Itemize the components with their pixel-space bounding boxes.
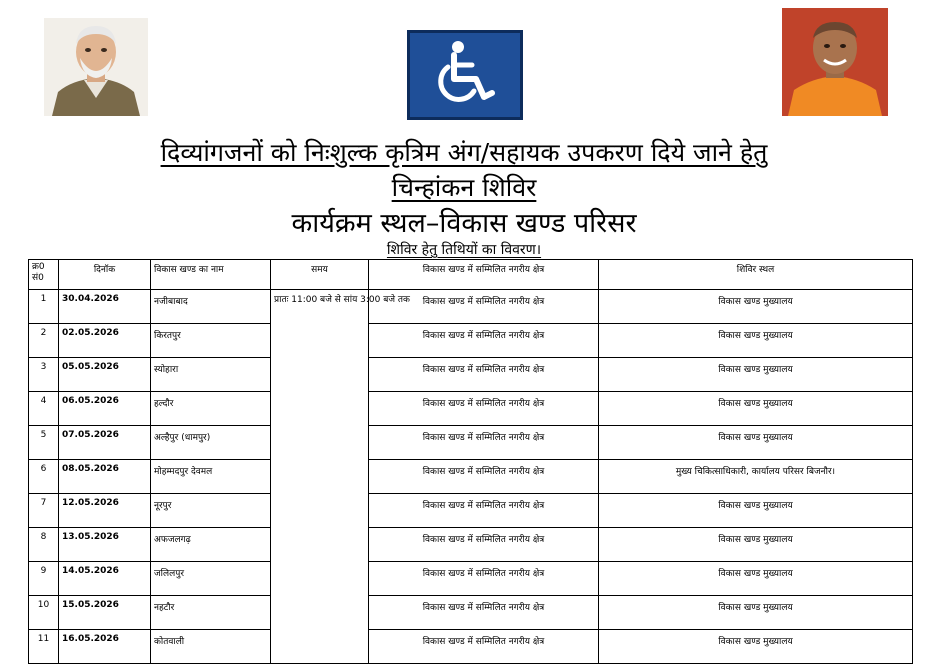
table-row [29, 324, 913, 358]
table-row [29, 528, 913, 562]
row-urban-area: विकास खण्ड में सम्मिलित नगरीय क्षेत्र [369, 290, 599, 324]
table-row [29, 426, 913, 460]
table-body [29, 290, 913, 664]
row-date: 12.05.2026 [59, 494, 151, 528]
row-block: नहटौर [151, 596, 271, 630]
row-serial: 9 [29, 562, 59, 596]
row-serial: 6 [29, 460, 59, 494]
row-serial: 5 [29, 426, 59, 460]
row-venue: विकास खण्ड मुख्यालय [599, 324, 913, 358]
row-block: नजीबाबाद [151, 290, 271, 324]
portrait-photo-left [44, 18, 148, 116]
row-block: अफजलगढ़ [151, 528, 271, 562]
row-block: अल्हैपुर (धामपुर) [151, 426, 271, 460]
row-urban-area: विकास खण्ड में सम्मिलित नगरीय क्षेत्र [369, 358, 599, 392]
header-urban-area: विकास खण्ड में सम्मिलित नगरीय क्षेत्र [369, 260, 599, 290]
row-block: नूरपुर [151, 494, 271, 528]
row-date: 02.05.2026 [59, 324, 151, 358]
row-date: 06.05.2026 [59, 392, 151, 426]
camp-schedule-table [28, 259, 913, 664]
row-venue: विकास खण्ड मुख्यालय [599, 290, 913, 324]
camp-time-cell [271, 290, 410, 664]
row-urban-area: विकास खण्ड में सम्मिलित नगरीय क्षेत्र [369, 392, 599, 426]
row-serial: 2 [29, 324, 59, 358]
row-date: 05.05.2026 [59, 358, 151, 392]
row-date: 08.05.2026 [59, 460, 151, 494]
table-row [29, 494, 913, 528]
row-date: 16.05.2026 [59, 630, 151, 664]
row-venue: विकास खण्ड मुख्यालय [599, 426, 913, 460]
row-date: 13.05.2026 [59, 528, 151, 562]
header-date: दिनॉक [59, 260, 151, 290]
row-block: स्योहारा [151, 358, 271, 392]
table-row [29, 290, 913, 324]
row-date: 15.05.2026 [59, 596, 151, 630]
wheelchair-accessibility-icon [410, 33, 520, 117]
row-venue: विकास खण्ड मुख्यालय [599, 596, 913, 630]
row-venue: विकास खण्ड मुख्यालय [599, 528, 913, 562]
portrait-right-drawing [782, 8, 888, 116]
row-urban-area: विकास खण्ड में सम्मिलित नगरीय क्षेत्र [369, 596, 599, 630]
document-subtitle-camp: चिन्हांकन शिविर [391, 173, 537, 202]
row-block: किरतपुर [151, 324, 271, 358]
table-row [29, 630, 913, 664]
row-urban-area: विकास खण्ड में सम्मिलित नगरीय क्षेत्र [369, 426, 599, 460]
row-serial: 7 [29, 494, 59, 528]
table-row [29, 358, 913, 392]
row-serial: 8 [29, 528, 59, 562]
portrait-left-drawing [44, 18, 148, 116]
document-title: दिव्यांगजनों को निःशुल्क कृत्रिम अंग/सहायक उपकरण दिये जाने हेतु [160, 138, 768, 167]
row-serial: 11 [29, 630, 59, 664]
row-venue: विकास खण्ड मुख्यालय [599, 630, 913, 664]
row-venue: विकास खण्ड मुख्यालय [599, 358, 913, 392]
row-urban-area: विकास खण्ड में सम्मिलित नगरीय क्षेत्र [369, 562, 599, 596]
header-serial-number: क्र0 सं0 [29, 260, 59, 290]
table-header-row [29, 260, 913, 290]
table-row [29, 562, 913, 596]
row-date: 14.05.2026 [59, 562, 151, 596]
row-serial: 3 [29, 358, 59, 392]
row-urban-area: विकास खण्ड में सम्मिलित नगरीय क्षेत्र [369, 630, 599, 664]
row-urban-area: विकास खण्ड में सम्मिलित नगरीय क्षेत्र [369, 460, 599, 494]
row-urban-area: विकास खण्ड में सम्मिलित नगरीय क्षेत्र [369, 494, 599, 528]
table-row [29, 392, 913, 426]
header-time: समय [271, 260, 369, 290]
venue-heading: कार्यक्रम स्थल–विकास खण्ड परिसर [291, 208, 637, 239]
row-venue: मुख्य चिकित्साधिकारी, कार्यालय परिसर बिजनौर। [599, 460, 913, 494]
row-venue: विकास खण्ड मुख्यालय [599, 562, 913, 596]
portrait-photo-right [782, 8, 888, 116]
accessibility-logo [407, 30, 523, 120]
row-serial: 1 [29, 290, 59, 324]
header-block-name: विकास खण्ड का नाम [151, 260, 271, 290]
row-urban-area: विकास खण्ड में सम्मिलित नगरीय क्षेत्र [369, 324, 599, 358]
row-date: 30.04.2026 [59, 290, 151, 324]
table-row [29, 596, 913, 630]
camp-time-text: प्रातः 11:00 बजे से सांय 3:00 बजे तक [274, 295, 410, 305]
schedule-caption: शिविर हेतु तिथियों का विवरण। [386, 242, 542, 258]
row-block: कोतवाली [151, 630, 271, 664]
row-serial: 4 [29, 392, 59, 426]
table-row [29, 460, 913, 494]
header-camp-venue: शिविर स्थल [599, 260, 913, 290]
row-block: जलिलपुर [151, 562, 271, 596]
row-venue: विकास खण्ड मुख्यालय [599, 392, 913, 426]
row-serial: 10 [29, 596, 59, 630]
row-block: मोहम्मदपुर देवमल [151, 460, 271, 494]
row-block: हल्दौर [151, 392, 271, 426]
row-venue: विकास खण्ड मुख्यालय [599, 494, 913, 528]
row-urban-area: विकास खण्ड में सम्मिलित नगरीय क्षेत्र [369, 528, 599, 562]
row-date: 07.05.2026 [59, 426, 151, 460]
